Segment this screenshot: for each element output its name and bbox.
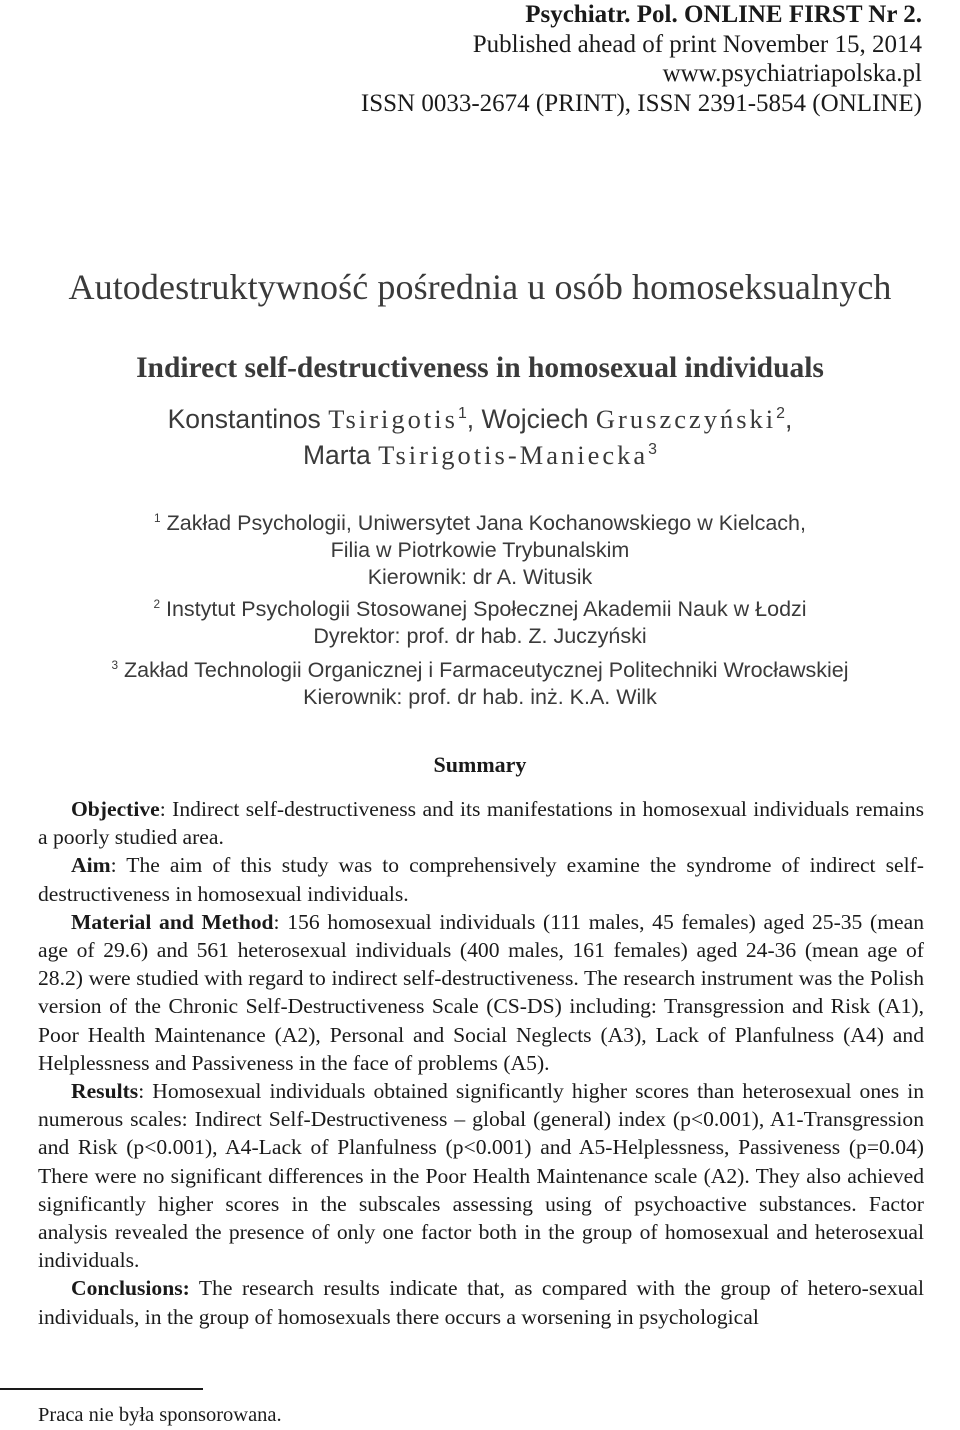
author-2-first: Wojciech xyxy=(481,404,589,434)
method-paragraph xyxy=(38,908,924,1077)
affiliation-2-line-2: Dyrektor: prof. dr hab. Z. Juczyński xyxy=(313,624,647,648)
affiliation-3-line-2: Kierownik: prof. dr hab. inż. K.A. Wilk xyxy=(303,685,657,709)
affiliation-1-line-2: Filia w Piotrkowie Trybunalskim xyxy=(330,538,630,562)
summary-heading: Summary xyxy=(433,752,527,777)
author-1-sup: 1 xyxy=(457,405,467,423)
conclusions-paragraph xyxy=(38,1274,924,1330)
author-3-sup: 3 xyxy=(648,441,657,459)
objective-label: Objective xyxy=(71,797,160,821)
journal-line: Psychiatr. Pol. ONLINE FIRST Nr 2. xyxy=(525,1,922,28)
author-2-last: Gruszczyński xyxy=(595,404,777,434)
results-text: : Homosexual individuals obtained significantly higher scores than heterosexual ones in numerous scales: Indirect Self-Destructiveness – global (general) index (p<0.001), A1-Transgression and Risk (p<0.001), A4-Lack of Planfulness (p<0.001) and A5-Helplessness, Passiveness (p=0.04) There were no significant differences in the Poor Health Maintenance scale (A2). They also achieved significantly higher scores in the subscales assessing using of psychoactive substances. Factor analysis revealed the presence of only one factor both in the group of homosexual and heterosexual individuals. xyxy=(38,1079,924,1273)
affiliation-2-line-1: Instytut Psychologii Stosowanej Społecznej Akademii Nauk w Łodzi xyxy=(166,597,807,621)
authors-line-1: Konstantinos Tsirigotis$^1$, Wojciech Gruszczyński$^2$, xyxy=(167,404,793,434)
aim-label: Aim xyxy=(71,853,111,878)
results-label: Results xyxy=(71,1079,139,1104)
footnote: Praca nie była sponsorowana. xyxy=(38,1404,282,1426)
method-text: : 156 homosexual individuals (111 males, 45 females) aged 25-35 (mean age of 29.6) and 561 heterosexual individuals (400 males, 161 females) aged 24-36 (mean age of 28.2) were studied with regard to indirect self-destructiveness. The research instrument was the Polish version of the Chronic Self-Destructiveness Scale (CS-DS) including: Transgression and Risk (A1), Poor Health Maintenance (A2), Personal and Social Neglects (A3), Lack of Planfulness (A4) and Helplessness and Passiveness in the face of problems (A5). xyxy=(38,909,925,1075)
conclusions-label: Conclusions: xyxy=(71,1276,190,1301)
affiliation-2-sup: 2 xyxy=(153,596,161,611)
footnote-rule xyxy=(0,1388,203,1390)
author-1-first: Konstantinos xyxy=(167,404,321,434)
author-3-first: Marta xyxy=(302,440,371,470)
objective-paragraph xyxy=(38,795,924,851)
title-polish: Autodestruktywność pośrednia u osób homoseksualnych xyxy=(68,267,892,307)
affiliation-3-sup: 3 xyxy=(111,657,119,672)
author-2-sup: 2 xyxy=(776,405,786,423)
affiliation-1-sup: 1 xyxy=(154,510,161,525)
url-line: www.psychiatriapolska.pl xyxy=(662,60,922,87)
affiliation-3-line-1: Zakład Technologii Organicznej i Farmaceutycznej Politechniki Wrocławskiej xyxy=(124,658,849,682)
objective-text: : Indirect self-destructiveness and its manifestations in homosexual individuals remains a poorly studied area. xyxy=(38,797,924,850)
journal-header xyxy=(22,0,922,118)
author-1-last: Tsirigotis xyxy=(328,404,458,434)
method-label: Material and Method xyxy=(71,909,274,934)
affiliation-1 xyxy=(0,510,960,591)
affiliation-2 xyxy=(0,596,960,650)
aim-paragraph xyxy=(38,851,924,907)
authors-line-2 xyxy=(0,440,960,471)
affiliation-3 xyxy=(0,657,960,711)
conclusions-text: The research results indicate that, as compared with the group of hetero-sexual individuals, in the group of homosexuals there occurs a worsening in psychological xyxy=(38,1276,924,1329)
title-english: Indirect self-destructiveness in homosexual individuals xyxy=(136,352,824,384)
summary-body xyxy=(38,795,924,1331)
aim-text: : The aim of this study was to comprehensively examine the syndrome of indirect self-destructiveness in homosexual individuals. xyxy=(38,853,924,906)
published-line: Published ahead of print November 15, 2014 xyxy=(472,30,922,58)
results-paragraph xyxy=(38,1077,924,1274)
issn-line: ISSN 0033-2674 (PRINT), ISSN 2391-5854 (ONLINE) xyxy=(360,89,922,117)
author-3-last: Tsirigotis-Maniecka xyxy=(378,440,649,470)
affiliation-1-line-3: Kierownik: dr A. Witusik xyxy=(367,565,593,589)
affiliation-1-line-1: Zakład Psychologii, Uniwersytet Jana Kochanowskiego w Kielcach, xyxy=(166,511,806,535)
